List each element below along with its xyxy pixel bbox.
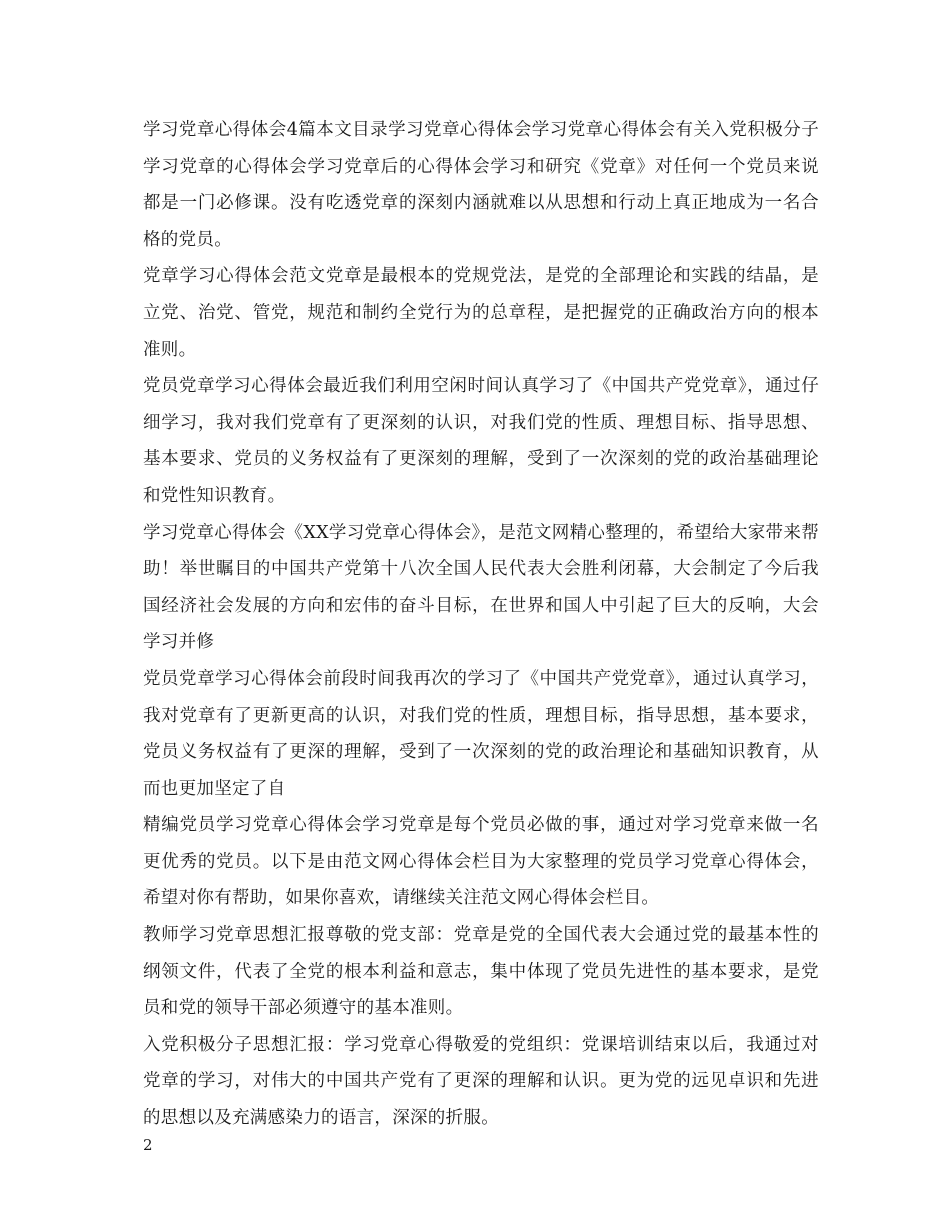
paragraph: 党员党章学习心得体会前段时间我再次的学习了《中国共产党党章》，通过认真学习，我对党章有了更新更高的认识，对我们党的性质，理想目标，指导思想，基本要求，党员义务权益有了更深的理解，受到了一次深刻的党的政治理论和基础知识教育，从而也更加坚定了自 <box>143 668 819 799</box>
paragraph: 入党积极分子思想汇报：学习党章心得敬爱的党组织：党课培训结束以后，我通过对党章的学习，对伟大的中国共产党有了更深的理解和认识。更为党的远见卓识和先进的思想以及充满感染力的语言，深深的折服。 <box>143 1034 819 1129</box>
page-number: 2 <box>143 1136 153 1154</box>
paragraph: 学习党章心得体会《XX学习党章心得体会》，是范文网精心整理的，希望给大家带来帮助！举世瞩目的中国共产党第十八次全国人民代表大会胜利闭幕，大会制定了今后我国经济社会发展的方向和宏伟的奋斗目标，在世界和国人中引起了巨大的反响，大会学习并修 <box>143 522 819 653</box>
paragraph: 教师学习党章思想汇报尊敬的党支部：党章是党的全国代表大会通过党的最基本性的纲领文件，代表了全党的根本利益和意志，集中体现了党员先进性的基本要求，是党员和党的领导干部必须遵守的基本准则。 <box>143 925 819 1019</box>
paragraph: 党章学习心得体会范文党章是最根本的党规党法，是党的全部理论和实践的结晶，是立党、治党、管党，规范和制约全党行为的总章程，是把握党的正确政治方向的根本准则。 <box>143 266 819 360</box>
paragraph: 党员党章学习心得体会最近我们利用空闲时间认真学习了《中国共产党党章》，通过仔细学习，我对我们党章有了更深刻的认识，对我们党的性质、理想目标、指导思想、基本要求、党员的义务权益有了更深刻的理解，受到了一次深刻的党的政治基础理论和党性知识教育。 <box>143 376 819 506</box>
document-body <box>143 112 819 1137</box>
paragraph: 学习党章心得体会4篇本文目录学习党章心得体会学习党章心得体会有关入党积极分子学习党章的心得体会学习党章后的心得体会学习和研究《党章》对任何一个党员来说都是一门必修课。没有吃透党章的深刻内涵就难以从思想和行动上真正地成为一名合格的党员。 <box>143 120 819 250</box>
paragraph: 精编党员学习党章心得体会学习党章是每个党员必做的事，通过对学习党章来做一名更优秀的党员。以下是由范文网心得体会栏目为大家整理的党员学习党章心得体会，希望对你有帮助，如果你喜欢，请继续关注范文网心得体会栏目。 <box>143 815 819 909</box>
